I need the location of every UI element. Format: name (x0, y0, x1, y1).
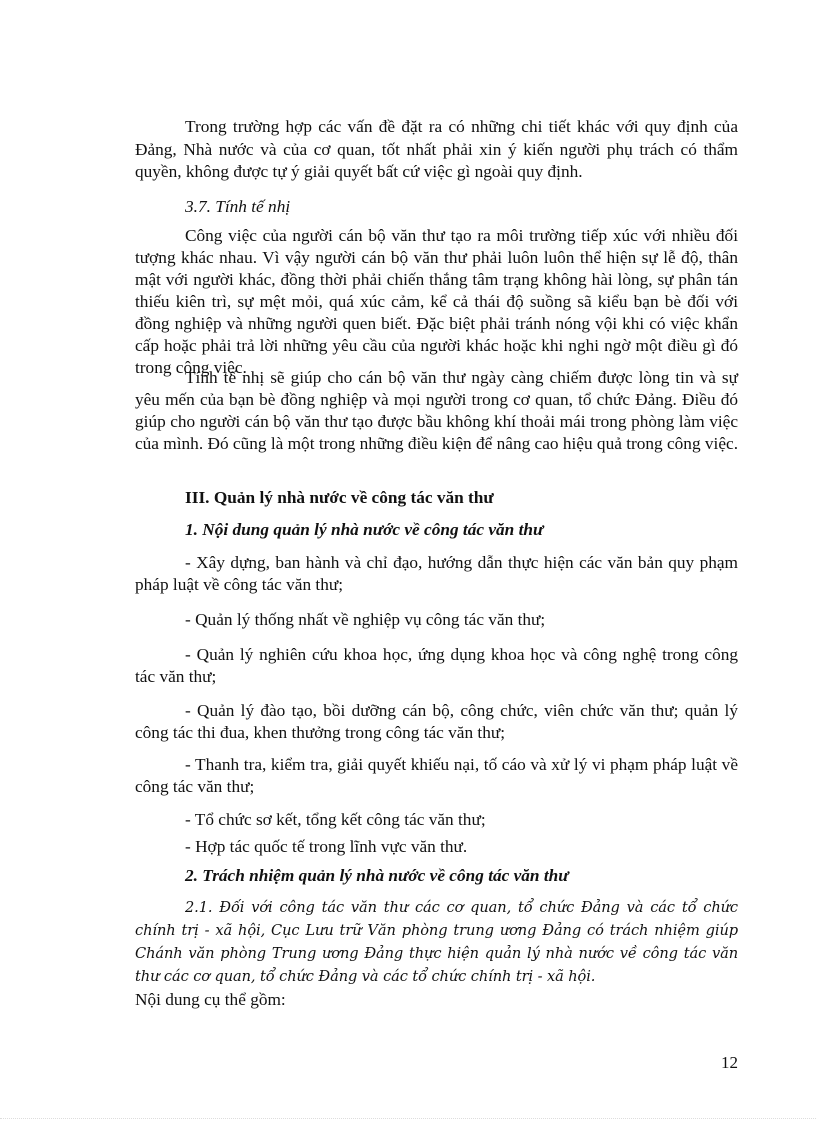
list-item: - Quản lý thống nhất về nghiệp vụ công tác văn thư; (185, 610, 546, 629)
section-heading-2: 2. Trách nhiệm quản lý nhà nước về công tác văn thư (185, 866, 569, 885)
paragraph-2-1: 2.1. Đối với công tác văn thư các cơ quan, tổ chức Đảng và các tổ chức chính trị - xã hội, Cục Lưu trữ Văn phòng trung ương Đảng có trách nhiệm giúp Chánh văn phòng Trung ương Đảng thực hiện quản lý nhà nước về công tác văn thư các cơ quan, tổ chức Đảng và các tổ chức chính trị - xã hội. (135, 899, 738, 985)
list-item: - Xây dựng, ban hành và chỉ đạo, hướng dẫn thực hiện các văn bản quy phạm pháp luật về công tác văn thư; (135, 553, 738, 595)
section-heading-III: III. Quản lý nhà nước về công tác văn thư (185, 488, 494, 507)
paragraph: Nội dung cụ thể gồm: (135, 990, 286, 1009)
page-number: 12 (721, 1053, 738, 1072)
list-item: - Quản lý nghiên cứu khoa học, ứng dụng khoa học và công nghệ trong công tác văn thư; (135, 645, 738, 687)
list-item: - Thanh tra, kiểm tra, giải quyết khiếu nại, tố cáo và xử lý vi phạm pháp luật về công tác văn thư; (135, 755, 738, 797)
paragraph: Tính tế nhị sẽ giúp cho cán bộ văn thư ngày càng chiếm được lòng tin và sự yêu mến của bạn bè đồng nghiệp và mọi người trong cơ quan, tổ chức Đảng. Điều đó giúp cho người cán bộ văn thư tạo được bầu không khí thoải mái trong phòng làm việc của mình. Đó cũng là một trong những điều kiện để nâng cao hiệu quả trong công việc. (135, 368, 739, 453)
paragraph: Công việc của người cán bộ văn thư tạo ra môi trường tiếp xúc với nhiều đối tượng khác nhau. Vì vậy người cán bộ văn thư phải luôn luôn thể hiện sự lễ độ, thân mật với người khác, đồng thời phải chiến thắng tâm trạng không hài lòng, sự phân tán thiếu kiên trì, sự mệt mỏi, quá xúc cảm, kể cả thái độ suồng sã kiểu bạn bè đối với đồng nghiệp và những người quen biết. Đặc biệt phải tránh nóng vội khi có việc khẩn cấp hoặc phải trả lời những yêu cầu của người khác hoặc khi nghi ngờ một điều gì đó trong công việc. (135, 226, 738, 377)
section-heading-3-7: 3.7. Tính tế nhị (185, 197, 291, 216)
list-item: - Tổ chức sơ kết, tổng kết công tác văn thư; (185, 810, 486, 829)
paragraph: Trong trường hợp các vấn đề đặt ra có những chi tiết khác với quy định của Đảng, Nhà nước và của cơ quan, tốt nhất phải xin ý kiến người phụ trách có thẩm quyền, không được tự ý giải quyết bất cứ việc gì ngoài quy định. (135, 117, 738, 181)
section-heading-1: 1. Nội dung quản lý nhà nước về công tác văn thư (185, 520, 544, 539)
list-item: - Quản lý đào tạo, bồi dưỡng cán bộ, công chức, viên chức văn thư; quản lý công tác thi đua, khen thưởng trong công tác văn thư; (135, 701, 738, 743)
page-bottom-divider (0, 1118, 816, 1119)
list-item: - Hợp tác quốc tế trong lĩnh vực văn thư. (185, 837, 468, 856)
